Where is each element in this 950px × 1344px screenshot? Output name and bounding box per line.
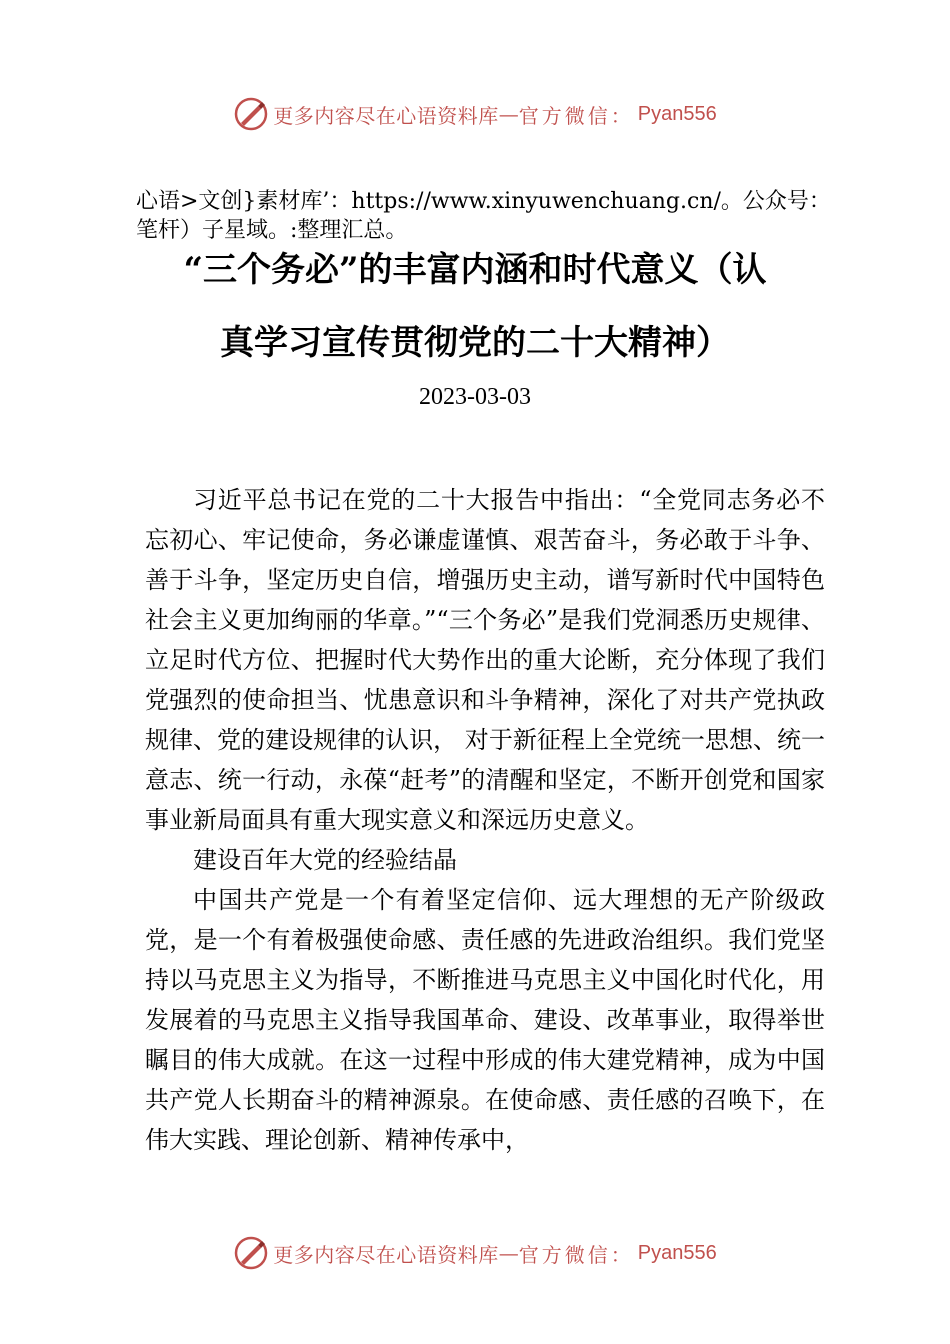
document-title-line-1: “三个务必”的丰富内涵和时代意义（认 (183, 250, 767, 290)
pen-logo-icon (233, 1235, 269, 1271)
pen-logo-icon (233, 96, 269, 132)
paragraph: 习近平总书记在党的二十大报告中指出：“全党同志务必不忘初心、牢记使命，务必谦虚谨慎、艰苦奋斗，务必敢于斗争、善于斗争，坚定历史自信，增强历史主动，谱写新时代中国特色社会主义更加绚丽的华章。”“三个务必”是我们党洞悉历史规律、立足时代方位、把握时代大势作出的重大论断，充分体现了我们党强烈的使命担当、忧患意识和斗争精神，深化了对共产党执政规律、党的建设规律的认识， 对于新征程上全党统一思想、统一意志、统一行动，永葆“赶考”的清醒和坚定，不断开创党和国家事业新局面具有重大现实意义和深远历史意义。 (145, 486, 825, 834)
banner-wechat-id: Pyan556 (637, 102, 717, 125)
banner-separator: — (498, 1241, 519, 1265)
banner-wechat-id: Pyan556 (637, 1241, 717, 1264)
document-title-line-2: 真学习宣传贯彻党的二十大精神） (220, 323, 730, 363)
section-heading: 建设百年大党的经验结晶 (193, 846, 457, 874)
article-body (145, 480, 825, 1160)
header-banner[interactable] (0, 94, 950, 134)
banner-text: 更多内容尽在心语资料库 (273, 1242, 499, 1267)
footer-banner[interactable] (0, 1233, 950, 1273)
banner-wechat-label: 官方微信： (518, 1242, 634, 1267)
banner-wechat-label: 官方微信： (518, 103, 634, 128)
banner-separator: — (498, 102, 519, 126)
source-note: 心语>文创}素材库’：https://www.xinyuwenchuang.cn/。公众号：笔杆）子星域。:整理汇总。 (136, 189, 831, 243)
paragraph: 中国共产党是一个有着坚定信仰、远大理想的无产阶级政党，是一个有着极强使命感、责任感的先进政治组织。我们党坚持以马克思主义为指导，不断推进马克思主义中国化时代化，用发展着的马克思主义指导我国革命、建设、改革事业，取得举世瞩目的伟大成就。在这一过程中形成的伟大建党精神，成为中国共产党人长期奋斗的精神源泉。在使命感、责任感的召唤下，在伟大实践、理论创新、精神传承中， (145, 886, 825, 1154)
publish-date: 2023-03-03 (419, 384, 531, 410)
banner-text: 更多内容尽在心语资料库 (273, 103, 499, 128)
